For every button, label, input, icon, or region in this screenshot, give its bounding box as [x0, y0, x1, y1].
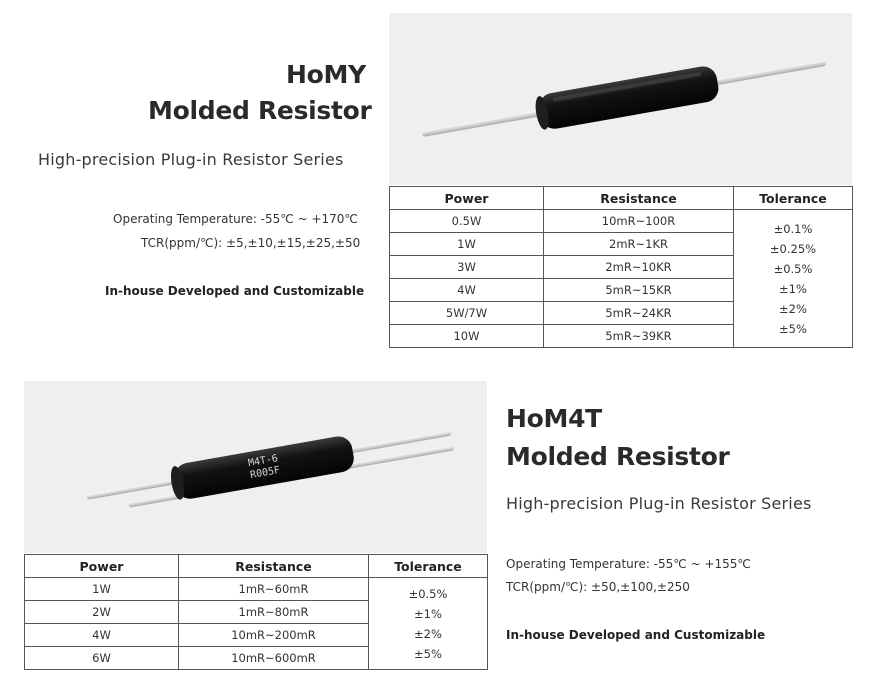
resistance-cell: 10mR~100R: [544, 210, 734, 233]
power-cell: 1W: [390, 233, 544, 256]
tolerance-cell: [369, 578, 488, 670]
homy-spec-table: [389, 186, 853, 348]
tolerance-cell: [734, 210, 853, 348]
resistance-cell: 1mR~80mR: [179, 601, 369, 624]
power-cell: 4W: [25, 624, 179, 647]
resistor-marking-line2: R005F: [249, 464, 281, 482]
power-cell: 10W: [390, 325, 544, 348]
power-cell: 4W: [390, 279, 544, 302]
resistance-cell: 10mR~200mR: [179, 624, 369, 647]
resistance-cell: 5mR~24KR: [544, 302, 734, 325]
power-cell: 6W: [25, 647, 179, 670]
header-tolerance: Tolerance: [734, 187, 853, 210]
hom4t-tcr: TCR(ppm/℃): ±50,±100,±250: [506, 580, 690, 594]
tolerance-value: ±0.25%: [769, 241, 817, 256]
power-cell: 2W: [25, 601, 179, 624]
hom4t-title-line1: HoM4T: [506, 404, 602, 433]
hom4t-title-line2: Molded Resistor: [506, 442, 730, 471]
resistance-cell: 2mR~1KR: [544, 233, 734, 256]
table-row: [25, 578, 488, 601]
homy-subtitle: High-precision Plug-in Resistor Series: [38, 150, 344, 169]
resistance-cell: 1mR~60mR: [179, 578, 369, 601]
table-row: [390, 210, 853, 233]
hom4t-spec-table: [24, 554, 488, 670]
tolerance-value: ±5%: [779, 321, 807, 336]
header-power: Power: [25, 555, 179, 578]
hom4t-custom-note: In-house Developed and Customizable: [506, 628, 766, 642]
homy-resistor-image: [389, 13, 852, 185]
power-cell: 3W: [390, 256, 544, 279]
hom4t-resistor-image: [24, 381, 487, 553]
homy-title-line1: HoMY: [286, 60, 366, 89]
header-tolerance: Tolerance: [369, 555, 488, 578]
tolerance-value: ±0.5%: [773, 261, 813, 276]
resistance-cell: 5mR~39KR: [544, 325, 734, 348]
resistance-cell: 2mR~10KR: [544, 256, 734, 279]
power-cell: 5W/7W: [390, 302, 544, 325]
power-cell: 1W: [25, 578, 179, 601]
tolerance-value: ±1%: [779, 281, 807, 296]
hom4t-operating-temperature: Operating Temperature: -55℃ ~ +155℃: [506, 557, 751, 571]
homy-product-photo: [389, 13, 852, 185]
tolerance-value: ±1%: [414, 606, 442, 621]
tolerance-value: ±2%: [779, 301, 807, 316]
header-power: Power: [390, 187, 544, 210]
tolerance-value: ±0.1%: [773, 221, 813, 236]
table-header-row: [390, 187, 853, 210]
resistance-cell: 10mR~600mR: [179, 647, 369, 670]
homy-operating-temperature: Operating Temperature: -55℃ ~ +170℃: [113, 212, 358, 226]
hom4t-subtitle: High-precision Plug-in Resistor Series: [506, 494, 812, 513]
homy-title-line2: Molded Resistor: [148, 96, 372, 125]
hom4t-product-photo: [24, 381, 487, 553]
homy-custom-note: In-house Developed and Customizable: [105, 284, 365, 298]
tolerance-value: ±5%: [414, 646, 442, 661]
tolerance-value: ±0.5%: [408, 586, 448, 601]
resistance-cell: 5mR~15KR: [544, 279, 734, 302]
header-resistance: Resistance: [544, 187, 734, 210]
power-cell: 0.5W: [390, 210, 544, 233]
homy-tcr: TCR(ppm/℃): ±5,±10,±15,±25,±50: [141, 236, 361, 250]
table-header-row: [25, 555, 488, 578]
resistor-marking-line1: M4T-6: [247, 453, 279, 470]
header-resistance: Resistance: [179, 555, 369, 578]
tolerance-value: ±2%: [414, 626, 442, 641]
